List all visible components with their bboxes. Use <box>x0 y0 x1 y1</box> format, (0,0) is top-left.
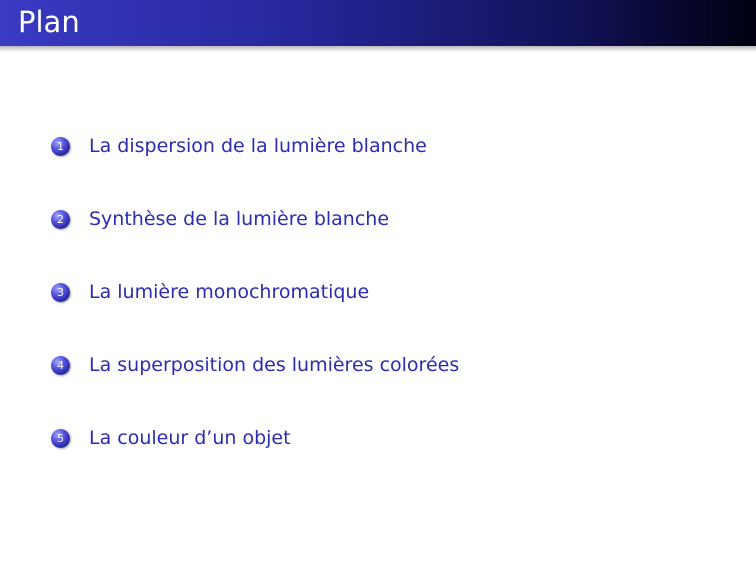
toc-number-ball: 2 <box>51 210 70 229</box>
title-bar <box>0 0 756 46</box>
toc-item-synthese[interactable] <box>51 203 711 235</box>
toc-item-label[interactable]: La superposition des lumières colorées <box>89 354 460 376</box>
toc-number-ball: 4 <box>51 356 70 375</box>
toc-item-label[interactable]: La couleur d’un objet <box>89 427 291 449</box>
slide-title: Plan <box>18 5 80 39</box>
toc-item-label[interactable]: Synthèse de la lumière blanche <box>89 208 390 230</box>
toc-number-ball: 5 <box>51 429 70 448</box>
toc-number-ball: 3 <box>51 283 70 302</box>
toc-item-label[interactable]: La lumière monochromatique <box>89 281 370 303</box>
toc-item-monochromatique[interactable] <box>51 276 711 308</box>
toc-item-superposition[interactable] <box>51 349 711 381</box>
toc-item-dispersion[interactable] <box>51 130 711 162</box>
toc-number-ball: 1 <box>51 137 70 156</box>
toc-item-couleur-objet[interactable] <box>51 422 711 454</box>
table-of-contents <box>51 130 711 495</box>
title-bar-shadow <box>0 46 756 52</box>
toc-item-label[interactable]: La dispersion de la lumière blanche <box>89 135 427 157</box>
